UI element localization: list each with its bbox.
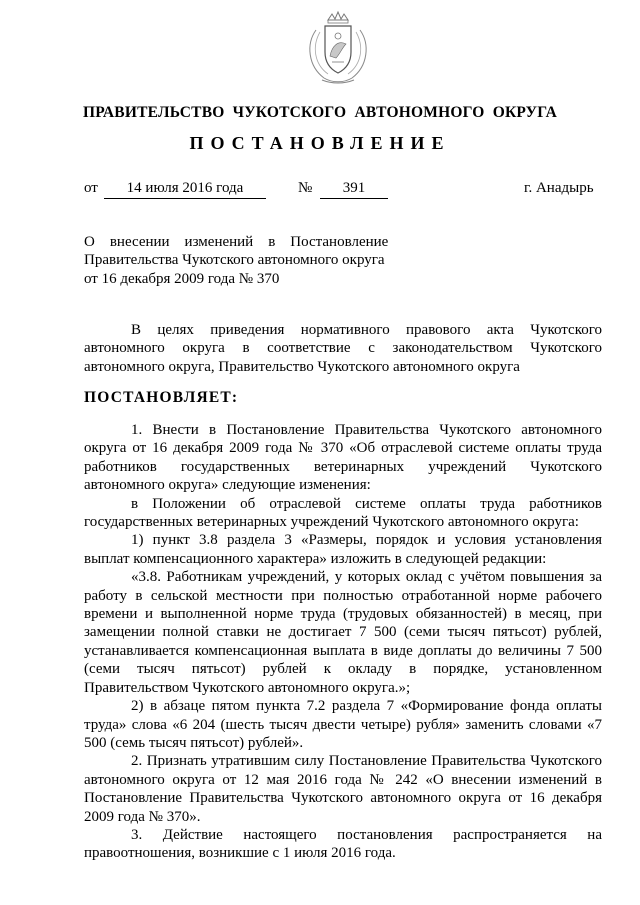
paragraph: 2. Признать утратившим силу Постановление Правительства Чукотского автономного округа от 12 мая 2016 года № 242 «О внесении изменений в Постановление Правительства Чукотского автономного округа от 16 декабря 2009 года № 370».: [84, 753, 602, 825]
preamble-text: В целях приведения нормативного правового акта Чукотского автономного округа в соответствие с законодательством Чукотского автономного округа, Правительство Чукотского автономного округа: [84, 322, 602, 375]
date-underline: [104, 198, 266, 199]
document-subject: [84, 233, 398, 288]
document-date: 14 июля 2016 года: [126, 180, 244, 196]
subject-line: от 16 декабря 2009 года № 370: [84, 270, 280, 287]
number-label: №: [298, 180, 313, 196]
subject-line: Правительства Чукотского автономного округа: [84, 252, 385, 269]
coat-of-arms-icon: [302, 10, 374, 86]
number-underline: [320, 198, 388, 199]
city: г. Анадырь: [524, 180, 594, 196]
preamble-block: [84, 321, 602, 376]
organization-name: ПРАВИТЕЛЬСТВО ЧУКОТСКОГО АВТОНОМНОГО ОКРУГА: [82, 104, 558, 121]
paragraph: 1. Внести в Постановление Правительства Чукотского автономного округа от 16 декабря 2009 года № 370 «Об отраслевой системе оплаты труда работников государственных ветеринарных учреждений Чукотского автономного округа» следующие изменения:: [84, 422, 602, 494]
from-label: от: [84, 180, 98, 196]
paragraph: «3.8. Работникам учреждений, у которых оклад с учётом повышения за работу в сельской местности при полностью отработанной норме рабочего времени и выполненной норме труда (трудовых обязанностей) в месяц, при замещении полной ставки не достигает 7 500 (семи тысяч пятьсот) рублей, устанавливается компенсационная выплата в виде доплаты до величины 7 500 (семи тысяч пятьсот) рублей к окладу в порядке, установленном Правительством Чукотского автономного округа.»;: [84, 569, 602, 696]
paragraph: 1) пункт 3.8 раздела 3 «Размеры, порядок и условия установления выплат компенсационного характера» изложить в следующей редакции:: [84, 532, 602, 567]
document-type-title: ПОСТАНОВЛЕНИЕ: [189, 133, 451, 153]
decree-heading: ПОСТАНОВЛЯЕТ:: [84, 389, 239, 406]
paragraph: в Положении об отраслевой системе оплаты труда работников государственных ветеринарных учреждений Чукотского автономного округа:: [84, 495, 602, 531]
document-number: 391: [342, 180, 366, 196]
subject-line: О внесении изменений в Постановление: [84, 234, 389, 250]
document-meta-row: [0, 180, 640, 202]
paragraph: 2) в абзаце пятом пункта 7.2 раздела 7 «Формирование фонда оплаты труда» слова «6 204 (шесть тысяч двести четыре) рубля» заменить словами «7 500 (семь тысяч пятьсот) рублей».: [84, 698, 602, 751]
decree-body: [84, 421, 602, 863]
paragraph: 3. Действие настоящего постановления распространяется на правоотношения, возникшие с 1 июля 2016 года.: [84, 826, 602, 862]
